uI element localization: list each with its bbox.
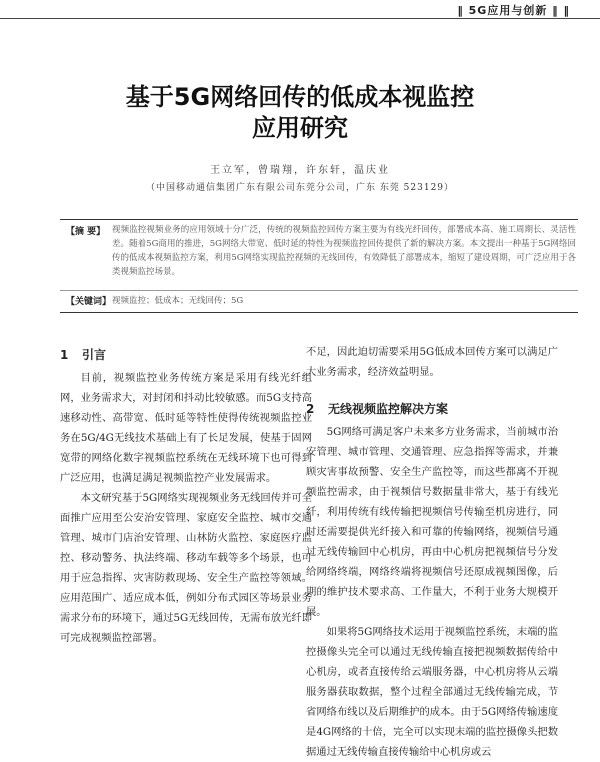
abstract-label: 【摘 要】 — [66, 227, 106, 237]
paragraph: 如果将5G网络技术运用于视频监控系统，末端的监控摄像头完全可以通过无线传输直接把视频数据传给中心机房，或者直接传给云端服务器，中心机房将从云端服务器获取数据，整个过程全部通过无线传输完成，节省网络布线以及后期维护的成本。由于5G网络传输速度是4G网络的十倍，完全可以实现末端的监控摄像头把数据通过无线传输直接传输给中心机房或云 — [306, 626, 558, 758]
abstract-box — [60, 219, 578, 313]
keywords-divider — [60, 290, 578, 291]
section-heading-2 — [306, 396, 558, 422]
title-line-2: 应用研究 — [252, 114, 348, 142]
affiliation: （中国移动通信集团广东有限公司东莞分公司，广东 东莞 523129） — [145, 183, 455, 193]
section-number-2: 2 — [306, 402, 315, 416]
section-title-2: 无线视频监控解决方案 — [328, 402, 449, 416]
paragraph: 目前，视频监控业务传统方案是采用有线光纤组网，业务需求大，对封闭和抖动比较敏感。而5G支持高速移动性、高带宽、低时延等特性使得传统视频监控业务在5G/4G无线技术基础上有了长足发展，使基于固网宽带的网络化数字视频监控系统在无线环境下也可得到广泛应用，也满足满足视频监控产业发展需求。 — [60, 372, 312, 484]
paragraph: 5G网络可满足客户未来多方业务需求，当前城市治安管理、城市管理、交通管理、应急指挥等需求，并兼顾灾害事故预警、安全生产监控等，而这些都离不开视频监控需求，由于视频信号数据量非常大，基于有线光纤，利用传统有线传输把视频信号传输至机房进行，同时还需要提供光纤接入和可靠的传输网络，视频信号通过无线传输回中心机房，再由中心机房把视频信号分发给网络终端，网络终端将视频信号还原成视频图像，后期的维护技术要求高、工作量大，不利于业务大规模开展。 — [306, 426, 558, 618]
paragraph-continued: 不足，因此迫切需要采用5G低成本回传方案可以满足广大业务需求，经济效益明显。 — [306, 346, 558, 378]
header-bar — [0, 0, 600, 19]
section-label: ‖ 5G应用与创新 ‖ ‖ — [457, 4, 570, 17]
abstract-text: 视频监控视频业务的应用领域十分广泛，传统的视频监控回传方案主要为有线光纤回传，部署成本高、施工周期长、灵活性差。随着5G商用的推进，5G网络大带宽、低时延的特性为视频监控回传提供了新的解决方案。本文提出一种基于5G网络回传的低成本视频监控方案，利用5G网络实现监控视频的无线回传，有效降低了部署成本，缩短了建设周期，可广泛应用于各类视频监控场景。 — [112, 225, 576, 277]
keywords-text: 视频监控；低成本；无线回传；5G — [112, 296, 244, 306]
section-heading-1 — [60, 342, 312, 368]
right-column — [306, 342, 558, 762]
title-line-1: 基于5G网络回传的低成本视监控 — [125, 83, 475, 111]
left-column — [60, 342, 312, 648]
section-number-1: 1 — [60, 348, 69, 362]
keywords-label: 【关键词】 — [66, 297, 112, 307]
section-title-1: 引言 — [82, 348, 107, 362]
authors: 王立军，曾瑞翔，许东轩，温庆业 — [210, 165, 390, 176]
paragraph: 本文研究基于5G网络实现视频业务无线回传并可全面推广应用至公安治安管理、家庭安全监控、城市交通管理、城市门店治安管理、山林防火监控、家庭医疗监控、移动警务、执法终端、移动车载等多个场景，也可用于应急指挥、灾害防救现场、安全生产监控等领域。应用范围广、适应成本低，例如分布式园区等场景业务需求分布的环境下，通过5G无线回传，无需布放光纤即可完成视频监控部署。 — [60, 492, 312, 644]
